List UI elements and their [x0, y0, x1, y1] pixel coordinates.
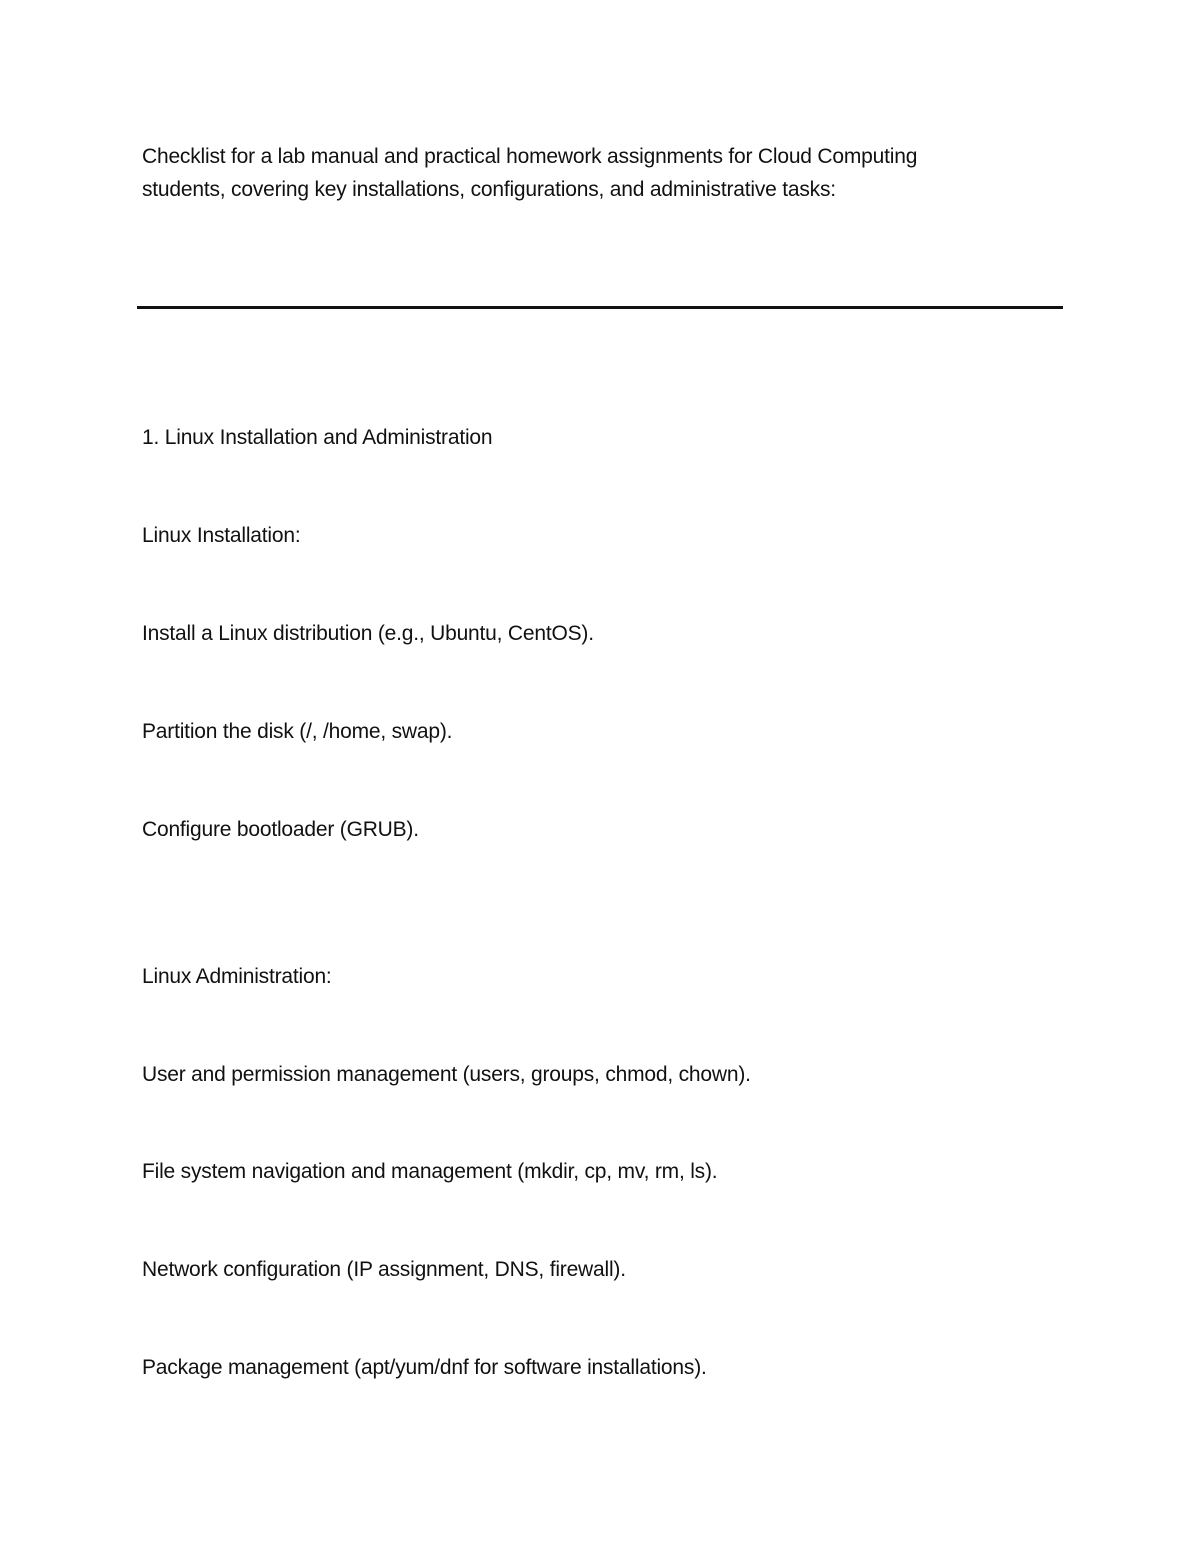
section-heading: 1. Linux Installation and Administration: [142, 426, 493, 449]
installation-item: Partition the disk (/, /home, swap).: [142, 720, 453, 743]
administration-item: File system navigation and management (mkdir, cp, mv, rm, ls).: [142, 1160, 718, 1183]
installation-subheading: Linux Installation:: [142, 524, 301, 547]
horizontal-divider: [137, 306, 1063, 309]
intro-line-2: students, covering key installations, configurations, and administrative tasks:: [142, 178, 836, 201]
administration-item: Package management (apt/yum/dnf for software installations).: [142, 1356, 707, 1379]
intro-line-1: Checklist for a lab manual and practical homework assignments for Cloud Computing: [142, 145, 918, 168]
administration-item: User and permission management (users, groups, chmod, chown).: [142, 1063, 751, 1086]
administration-item: Network configuration (IP assignment, DNS, firewall).: [142, 1258, 626, 1281]
installation-item: Install a Linux distribution (e.g., Ubuntu, CentOS).: [142, 622, 594, 645]
administration-subheading: Linux Administration:: [142, 965, 332, 988]
installation-item: Configure bootloader (GRUB).: [142, 818, 419, 841]
